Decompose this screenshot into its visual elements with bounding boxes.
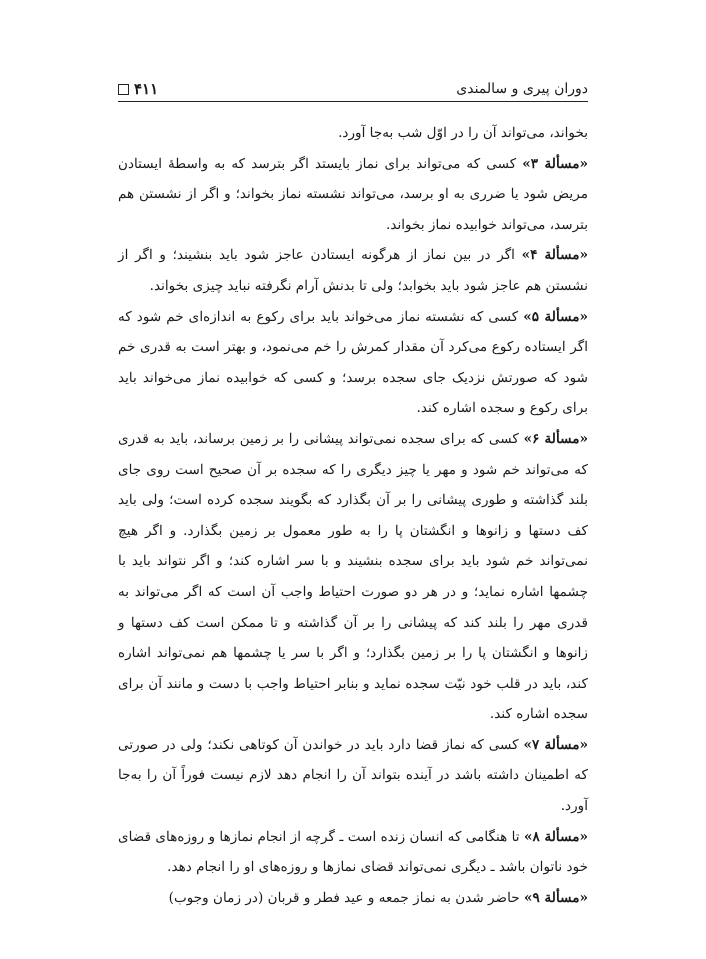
masale-4	[118, 240, 588, 301]
paragraph-continuation	[118, 118, 588, 149]
masale-label: «مسألة ۸»	[523, 828, 588, 845]
masale-label: «مسألة ۴»	[521, 247, 588, 264]
paragraph-text: کسی که می‌تواند برای نماز بایستد اگر بترسد که به واسطهٔ ایستادن مریض شود یا ضرری به او برسد، می‌تواند نشسته نماز بخواند؛ و اگر از نشستن هم بترسد، می‌تواند خوابیده نماز بخواند.	[118, 155, 588, 233]
paragraph-text: حاضر شدن به نماز جمعه و عید فطر و قربان (در زمان وجوب)	[168, 889, 524, 906]
running-title: دوران پیری و سالمندی	[456, 81, 588, 97]
masale-label: «مسألة ۹»	[523, 889, 588, 906]
paragraph-text: اگر در بین نماز از هرگونه ایستادن عاجز شود باید بنشیند؛ و اگر از نشستن هم عاجز شود باید بخوابد؛ ولی تا بدنش آرام نگرفته نباید چیزی بخواند.	[118, 247, 588, 294]
masale-label: «مسألة ۷»	[523, 736, 588, 753]
masale-6	[118, 424, 588, 730]
masale-7	[118, 730, 588, 822]
page-header	[118, 76, 588, 102]
masale-label: «مسألة ۳»	[522, 155, 588, 172]
masale-8	[118, 822, 588, 883]
masale-5	[118, 302, 588, 424]
square-box-icon	[118, 84, 129, 95]
page-body	[118, 118, 588, 913]
page-number: ۴۱۱	[134, 80, 159, 98]
paragraph-text: بخواند، می‌تواند آن را در اوّل شب به‌جا آورد.	[338, 125, 588, 141]
masale-3	[118, 149, 588, 241]
page-number-group	[118, 80, 158, 98]
paragraph-text: کسی که برای سجده نمی‌تواند پیشانی را بر زمین برساند، باید به قدری که می‌تواند خم شود و مهر یا چیز دیگری را که سجده بر آن صحیح است روی جای بلند گذاشته و طوری پیشانی را بر آن بگذارد که بگویند سجده کرده است؛ ولی باید کف دستها و زانوها و انگشتان پا را به طور معمول بر زمین بگذارد. و اگر هیچ نمی‌تواند خم شود باید برای سجده بنشیند و با سر اشاره کند؛ و اگر نتواند باید با چشمها اشاره نماید؛ و در هر دو صورت احتیاط واجب آن است که اگر می‌تواند به قدری مهر را بلند کند که پیشانی را بر آن گذاشته و تا ممکن است کف دستها و زانوها و انگشتان پا را بر زمین بگذارد؛ و اگر با سر یا چشمها هم نمی‌تواند اشاره کند، باید در قلب خود نیّت سجده نماید و بنابر احتیاط واجب با دست و مانند آن برای سجده اشاره کند.	[118, 430, 588, 723]
masale-label: «مسألة ۵»	[523, 308, 588, 325]
paragraph-text: کسی که نماز قضا دارد باید در خواندن آن کوتاهی نکند؛ ولی در صورتی که اطمینان داشته باشد در آینده بتواند آن را انجام دهد لازم نیست فوراً آن را به‌جا آورد.	[118, 736, 588, 815]
masale-9	[118, 883, 588, 914]
paragraph-text: تا هنگامی که انسان زنده است ـ گرچه از انجام نمازها و روزه‌های قضای خود ناتوان باشد ـ دیگری نمی‌تواند قضای نمازها و روزه‌های او را انجام دهد.	[118, 828, 588, 876]
masale-label: «مسألة ۶»	[523, 430, 588, 447]
paragraph-text: کسی که نشسته نماز می‌خواند باید برای رکوع به اندازه‌ای خم شود که اگر ایستاده رکوع می‌کرد آن مقدار کمرش را خم می‌نمود، و بهتر است به قدری خم شود که صورتش نزدیک جای سجده برسد؛ و کسی که خوابیده نماز می‌خواند باید برای رکوع و سجده اشاره کند.	[118, 308, 588, 417]
